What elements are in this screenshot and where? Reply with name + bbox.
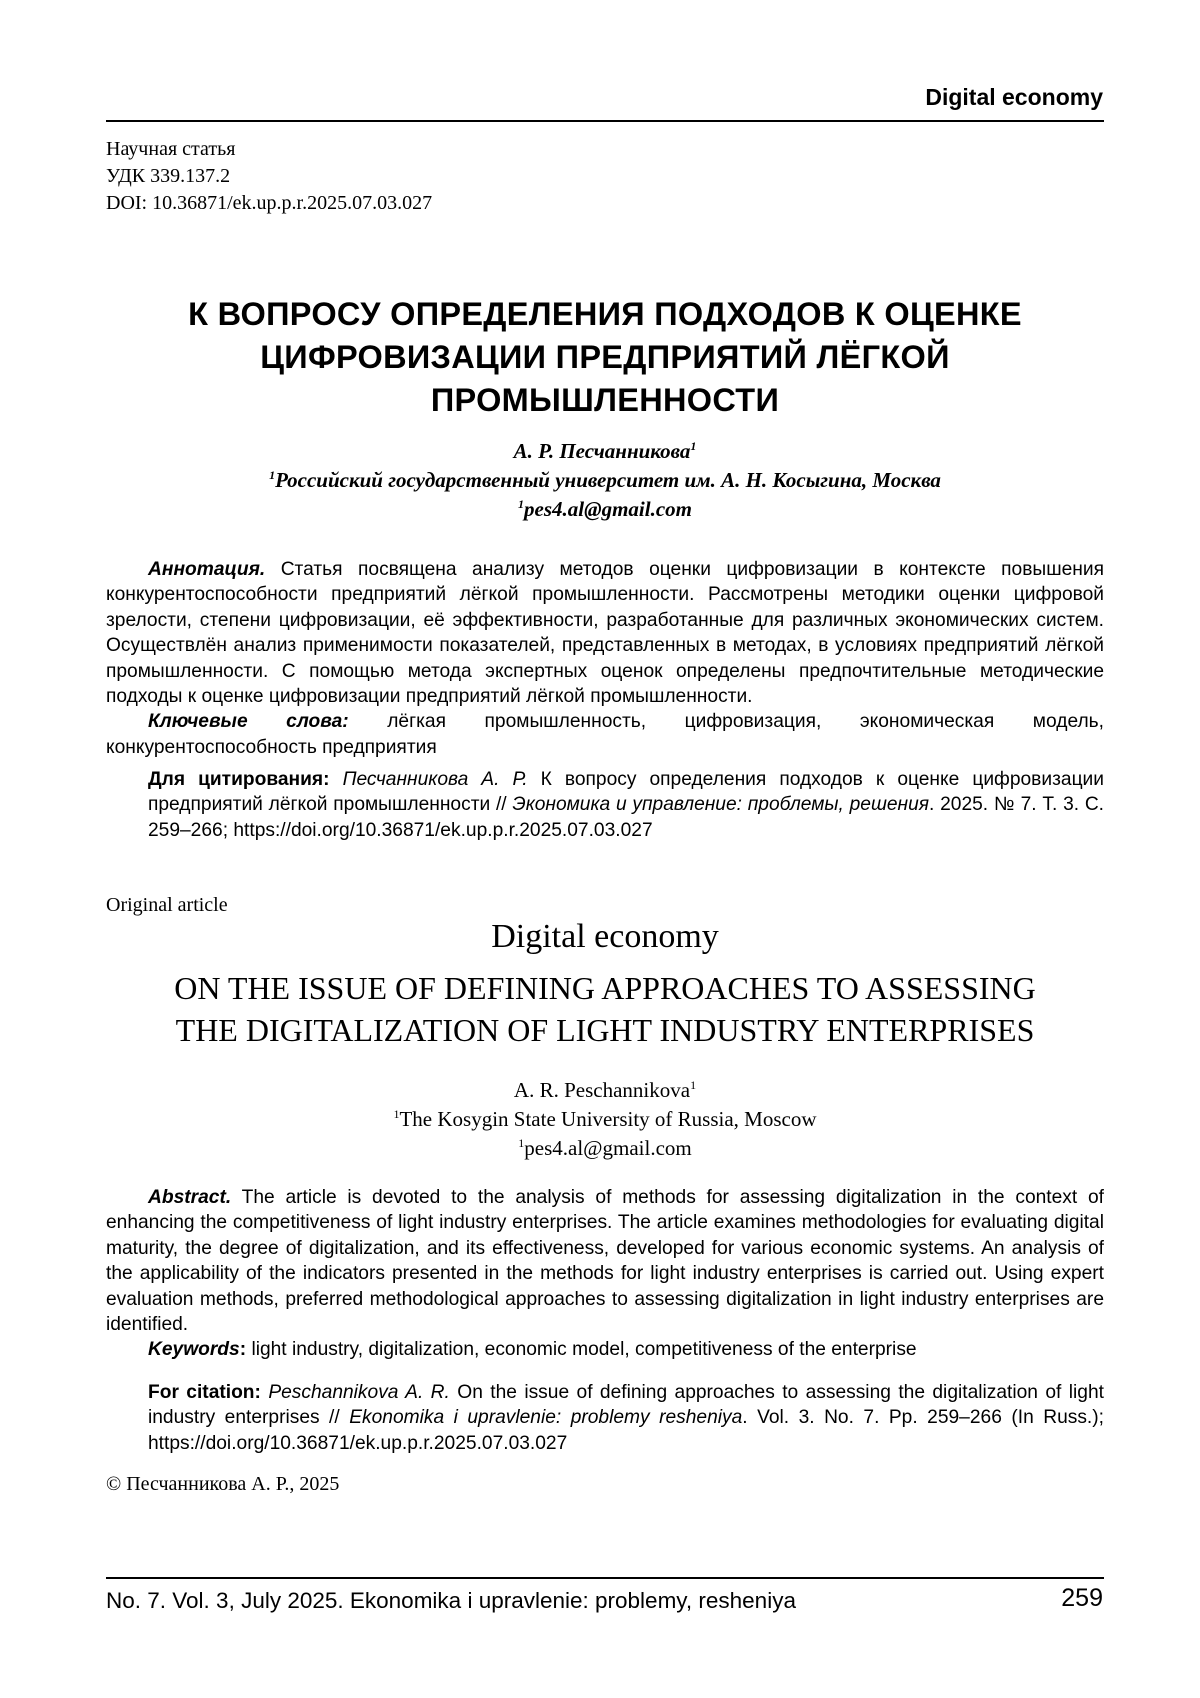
affiliation-ru: $^1$Российский государственный университет им. А. Н. Косыгина, Москва [269,468,941,492]
title-en-line: ON THE ISSUE OF DEFINING APPROACHES TO ASSESSING [174,970,1036,1006]
citation-ru-text: К вопросу определения подходов к оценке цифровизации предприятий лёгкой промышленности // [148,769,1104,816]
author-block-en [106,1076,1104,1163]
keywords-en-text: light industry, digitalization, economic model, competitiveness of the enterprise [251,1339,917,1361]
keywords-en-paragraph: Keywords: light industry, digitalization, economic model, competitiveness of the enterprise [148,1339,917,1361]
citation-en-label: For citation: [148,1382,261,1403]
page-number: 259 [1061,1584,1103,1612]
abstract-ru [106,557,1104,760]
citation-en-author: Peschannikova A. R. [268,1382,450,1403]
citation-en-tail: . Vol. 3. No. 7. Pp. 259–266 (In Russ.); https://doi.org/10.36871/ek.up.p.r.2025.07.03.027 [148,1407,1104,1454]
abstract-ru-text: Статья посвящена анализу методов оценки цифровизации в контексте повышения конкурентоспособности предприятий лёгкой промышленности. Рассмотрены методики оценки цифровой зрелости, степени цифровизации, её эффективности, разработанные для различных экономических систем. Осуществлён анализ применимости показателей, представленных в методах, в условиях предприятий лёгкой промышленности. С помощью метода экспертных оценок определены предпочтительные методические подходы к оценке цифровизации предприятий лёгкой промышленности. [106,559,1104,708]
abstract-en [106,1185,1104,1363]
keywords-ru-text: лёгкая промышленность, цифровизация, экономическая модель, конкурентоспособность предприятия [106,711,1105,758]
footer-journal: No. 7. Vol. 3, July 2025. Ekonomika i upravlenie: problemy, resheniya [106,1588,796,1613]
abstract-ru-label: Аннотация. [148,559,266,580]
abstract-ru-paragraph [106,557,1104,709]
title-ru-line: К ВОПРОСУ ОПРЕДЕЛЕНИЯ ПОДХОДОВ К ОЦЕНКЕ [188,296,1022,332]
email-en: $^1$pes4.al@gmail.com [518,1136,692,1160]
citation-ru-author: Песчанникова А. Р. [342,769,528,790]
title-ru-line: ЦИФРОВИЗАЦИИ ПРЕДПРИЯТИЙ ЛЁГКОЙ [260,339,950,375]
doi: DOI: 10.36871/ek.up.p.r.2025.07.03.027 [106,192,433,214]
citation-ru-journal: Экономика и управление: проблемы, решения [512,794,930,816]
title-ru [106,293,1104,422]
running-header-section: Digital economy [925,84,1103,110]
citation-ru-tail: . 2025. № 7. Т. 3. С. 259–266; https://doi.org/10.36871/ek.up.p.r.2025.07.03.027 [148,794,1105,841]
abstract-en-text: The article is devoted to the analysis of methods for assessing digitalization in the context of enhancing the competitiveness of light industry enterprises. The article examines methodologies for evaluating digital maturity, the degree of digitalization, and its effectiveness, developed for various economic systems. An analysis of the applicability of the indicators presented in the methods for light industry enterprises is carried out. Using expert evaluation methods, preferred methodological approaches to assessing digitalization in light industry enterprises are identified. [106,1187,1104,1336]
citation-en-journal: Ekonomika i upravlenie: problemy resheniya [349,1407,743,1429]
abstract-en-paragraph [106,1185,1104,1337]
title-en-line: THE DIGITALIZATION OF LIGHT INDUSTRY ENTERPRISES [175,1012,1035,1048]
keywords-ru-paragraph [106,709,1104,760]
article-type-en: Original article [106,894,228,916]
header-rule [106,120,1104,122]
article-meta [106,136,432,217]
affiliation-en: $^1$The Kosygin State University of Russia, Moscow [393,1107,817,1131]
title-en [106,967,1104,1051]
copyright: © Песчанникова А. Р., 2025 [106,1473,340,1495]
udc-code: УДК 339.137.2 [106,165,231,187]
abstract-en-label: Abstract. [148,1187,232,1208]
rubric-en: Digital economy [491,918,719,955]
citation-en-text: On the issue of defining approaches to assessing the digitalization of light industry enterprises // [148,1382,1104,1429]
keywords-ru-label: Ключевые слова: [148,711,349,733]
citation-en [148,1380,1104,1456]
citation-ru [148,767,1104,843]
keywords-en-label: Keywords [148,1339,240,1361]
citation-ru-label: Для цитирования: [148,769,330,790]
author-ru: А. Р. Песчанникова$^1$ [513,439,697,463]
author-block-ru [106,437,1104,524]
author-en: A. R. Peschannikova$^1$ [513,1078,697,1102]
article-type-ru: Научная статья [106,138,236,160]
title-ru-line: ПРОМЫШЛЕННОСТИ [430,382,780,418]
footer-rule [106,1577,1104,1579]
email-ru: $^1$pes4.al@gmail.com [518,497,692,521]
